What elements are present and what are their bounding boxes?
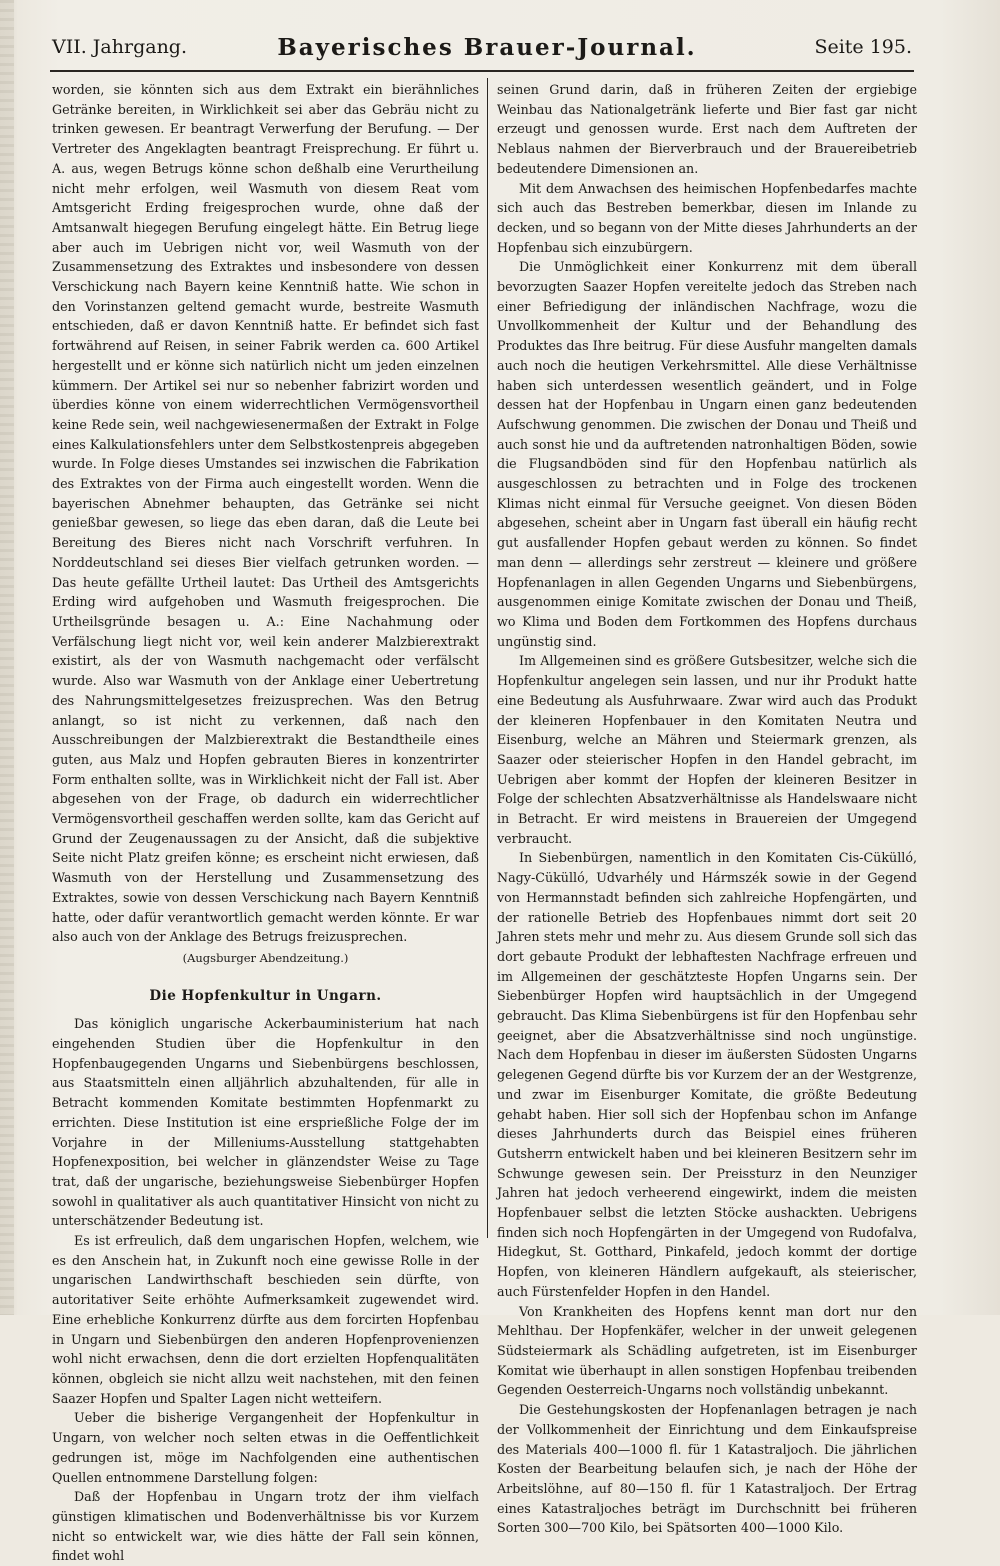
- binding-edge: [0, 0, 14, 1315]
- article-paragraph-1: Das königlich ungarische Ackerbauministerium hat nach eingehenden Studien über die Hopfenkultur in den Hopfenbaugegenden Ungarns und Siebenbürgens beschlossen, aus Staatsmitteln einen alljährlich abzuhaltenden, für alle in Betracht kommenden Komitate bestimmten Hopfenmarkt zu errichten. Diese Institution ist eine ersprießliche Folge der im Vorjahre in der Milleniums-Ausstellung stattgehabten Hopfenexposition, bei welcher in glänzendster Weise zu Tage trat, daß der ungarische, beziehungsweise Siebenbürger Hopfen sowohl in qualitativer als auch quantitativer Hinsicht von nicht zu unterschätzender Bedeutung ist.: [52, 1016, 479, 1229]
- column-divider: [487, 78, 488, 1238]
- right-paragraph-4: Im Allgemeinen sind es größere Gutsbesitzer, welche sich die Hopfenkultur angelegen sein lassen, und nur ihr Produkt hatte eine Bedeutung als Ausfuhrwaare. Zwar wird auch das Produkt der kleineren Hopfenbauer in den Komitaten Neutra und Eisenburg, welche an Mähren und Steiermark grenzen, als Saazer oder steierischer Hopfen in den Handel gebracht, im Uebrigen aber kommt der Hopfen der kleineren Besitzer in Folge der schlechten Absatzverhältnisse als Handelswaare nicht in Betracht. Er wird meistens in Brauereien der Umgegend verbraucht.: [497, 653, 917, 846]
- right-paragraph-7: Die Gestehungskosten der Hopfenanlagen betragen je nach der Vollkommenheit der Einrichtung und dem Einkaufspreise des Materials 400—1000 fl. für 1 Katastraljoch. Die jährlichen Kosten der Bearbeitung belaufen sich, je nach der Höhe der Arbeitslöhne, auf 80—150 fl. für 1 Katastraljoch. Der Ertrag eines Katastraljoches beträgt im Durchschnitt bei früheren Sorten 300—700 Kilo, bei Spätsorten 400—1000 Kilo.: [497, 1402, 917, 1536]
- left-column: [52, 80, 479, 1566]
- article-paragraph-2: Es ist erfreulich, daß dem ungarischen Hopfen, welchem, wie es den Anschein hat, in Zukunft noch eine gewisse Rolle in der ungarischen Landwirthschaft beschieden sein dürfte, von autoritativer Seite erhöhte Aufmerksamkeit zugewendet wird. Eine erhebliche Konkurrenz dürfte aus dem forcirten Hopfenbau in Ungarn und Siebenbürgen den anderen Hopfenprovenienzen wohl nicht erwachsen, denn die dort erzielten Hopfenqualitäten können, obgleich sie nicht allzu weit nachstehen, mit den feinen Saazer Hopfen und Spalter Lagen nicht wetteifern.: [52, 1233, 479, 1406]
- header-rule: [50, 70, 914, 72]
- right-paragraph-1: seinen Grund darin, daß in früheren Zeiten der ergiebige Weinbau das Nationalgetränk lieferte und Bier fast gar nicht erzeugt und genossen wurde. Erst nach dem Auftreten der Neblaus nahmen der Bierverbrauch und der Brauereibetrieb bedeutendere Dimensionen an.: [497, 82, 917, 176]
- page-header: [52, 30, 912, 70]
- right-paragraph-2: Mit dem Anwachsen des heimischen Hopfenbedarfes machte sich auch das Bestreben bemerkbar, diesen im Inlande zu decken, und so begann von der Mitte dieses Jahrhunderts an der Hopfenbau sich einzubürgern.: [497, 180, 917, 255]
- article-paragraph-3: Ueber die bisherige Vergangenheit der Hopfenkultur in Ungarn, von welcher noch selten etwas in die Oeffentlichkeit gedrungen ist, möge im Nachfolgenden eine authentischen Quellen entnommene Darstellung folgen:: [52, 1410, 479, 1485]
- right-column: [497, 80, 917, 1538]
- article-source: (Augsburger Abendzeitung.): [182, 950, 349, 965]
- journal-title: Bayerisches Brauer-Journal.: [277, 34, 697, 61]
- right-paragraph-5: In Siebenbürgen, namentlich in den Komitaten Cis-Cükülló, Nagy-Cükülló, Udvarhély und Hármszék sowie in der Gegend von Hermannstadt befinden sich zahlreiche Hopfengärten, und der rationelle Betrieb des Hopfenbaues nimmt dort seit 20 Jahren stets mehr und mehr zu. Aus diesem Grunde soll sich das dort gebaute Produkt der lebhaftesten Nachfrage erfreuen und im Allgemeinen der geschätzteste Hopfen Ungarns sein. Der Siebenbürger Hopfen wird hauptsächlich in der Umgegend gebraucht. Das Klima Siebenbürgens ist für den Hopfenbau sehr geeignet, aber die Absatzverhältnisse sind noch ungünstige. Nach dem Hopfenbau in dieser im äußersten Südosten Ungarns gelegenen Gegend dürfte bis vor Kurzem der an der Westgrenze, und zwar im Eisenburger Komitate, die größte Bedeutung gehabt haben. Hier soll sich der Hopfenbau schon im Anfange dieses Jahrhunderts durch das Beispiel eines früheren Gutsherrn entwickelt haben und bei kleineren Besitzern sehr im Schwunge gewesen sein. Der Preissturz in den Neunziger Jahren hat jedoch verheerend eingewirkt, indem die meisten Hopfenbauer selbst die letzten Stöcke aushackten. Uebrigens finden sich noch Hopfengärten in der Umgegend von Rudofalva, Hidegkut, St. Gotthard, Pinkafeld, jedoch kommt der dortige Hopfen, von kleineren Händlern aufgekauft, als steierischer, auch Fürstenfelder Hopfen in den Handel.: [497, 850, 917, 1299]
- page-number: Seite 195.: [814, 36, 912, 58]
- article-paragraph-4: Daß der Hopfenbau in Ungarn trotz der ihm vielfach günstigen klimatischen und Bodenverhältnisse bis vor Kurzem nicht so entwickelt war, wie dies hätte der Fall sein können, findet wohl: [52, 1489, 479, 1564]
- article-title: Die Hopfenkultur in Ungarn.: [149, 987, 382, 1004]
- continued-article-text: worden, sie könnten sich aus dem Extrakt ein bierähnliches Getränke bereiten, in Wirklichkeit sei aber das Gebräu nicht zu trinken gewesen. Er beantragt Verwerfung der Berufung. — Der Vertreter des Angeklagten beantragt Freisprechung. Er führt u. A. aus, wegen Betrugs könne schon deßhalb eine Verurtheilung nicht mehr erfolgen, weil Wasmuth von diesem Reat vom Amtsgericht Erding freigesprochen wurde, ohne daß der Amtsanwalt hiegegen Berufung eingelegt hätte. Ein Betrug liege aber auch im Uebrigen nicht vor, weil Wasmuth von der Zusammensetzung des Extraktes und insbesondere von dessen Verschickung nach Bayern keine Kenntniß hatte. Wie schon in den Vorinstanzen geltend gemacht wurde, bestreite Wasmuth entschieden, daß er davon Kenntniß hatte. Er befindet sich fast fortwährend auf Reisen, in seiner Fabrik werden ca. 600 Artikel hergestellt und er könne sich natürlich nicht um jeden einzelnen kümmern. Der Artikel sei nur so nebenher fabrizirt worden und überdies könne von einem widerrechtlichen Vermögensvortheil keine Rede sein, weil nachgewiesenermaßen der Extrakt in Folge eines Kalkulationsfehlers unter dem Selbstkostenpreis abgegeben wurde. In Folge dieses Umstandes sei inzwischen die Fabrikation des Extraktes von der Firma auch eingestellt worden. Wenn die bayerischen Abnehmer behaupten, das Getränke sei nicht genießbar gewesen, so liege das eben daran, daß die Leute bei Bereitung des Bieres nicht nach Vorschrift verfuhren. In Norddeutschland sei dieses Bier vielfach getrunken worden. — Das heute gefällte Urtheil lautet: Das Urtheil des Amtsgerichts Erding wird aufgehoben und Wasmuth freigesprochen. Die Urtheilsgründe besagen u. A.: Eine Nachahmung oder Verfälschung liegt nicht vor, weil kein anderer Malzbierextrakt existirt, als der von Wasmuth nachgemacht oder verfälscht wurde. Also war Wasmuth von der Anklage einer Uebertretung des Nahrungsmittelgesetzes freizusprechen. Was den Betrug anlangt, so ist nicht zu verkennen, daß nach den Ausschreibungen der Malzbierextrakt die Bestandtheile eines guten, aus Malz und Hopfen gebrauten Bieres in konzentrirter Form enthalten sollte, was in Wirklichkeit nicht der Fall ist. Aber abgesehen von der Frage, ob dadurch ein widerrechtlicher Vermögensvortheil geschaffen werden sollte, kam das Gericht auf Grund der Zeugenaussagen zu der Ansicht, daß die subjektive Seite nicht Platz greifen könne; es erscheint nicht erwiesen, daß Wasmuth von der Herstellung und Zusammensetzung des Extraktes, sowie von dessen Verschickung nach Bayern Kenntniß hatte, oder dafür verantwortlich gemacht werden könnte. Er war also auch von der Anklage des Betrugs freizusprechen.: [52, 82, 479, 945]
- right-paragraph-6: Von Krankheiten des Hopfens kennt man dort nur den Mehlthau. Der Hopfenkäfer, welcher in der unweit gelegenen Südsteiermark als Schädling aufgetreten, ist im Eisenburger Komitat wie überhaupt in allen sonstigen Hopfenbau treibenden Gegenden Oesterreich-Ungarns noch vollständig unbekannt.: [497, 1303, 917, 1398]
- volume-label: VII. Jahrgang.: [52, 36, 188, 58]
- right-paragraph-3: Die Unmöglichkeit einer Konkurrenz mit dem überall bevorzugten Saazer Hopfen vereitelte jedoch das Streben nach einer Befriedigung der inländischen Nachfrage, wozu die Unvollkommenheit der Kultur und der Behandlung des Produktes das Ihre beitrug. Für diese Ausfuhr mangelten damals auch noch die heutigen Verkehrsmittel. Alle diese Verhältnisse haben sich unterdessen wesentlich geändert, und in Folge dessen hat der Hopfenbau in Ungarn einen ganz bedeutenden Aufschwung genommen. Die zwischen der Donau und Theiß und auch sonst hie und da auftretenden natronhaltigen Böden, sowie die Flugsandböden sind für den Hopfenbau natürlich als ausgeschlossen zu betrachten und in Folge des trockenen Klimas nicht einmal für Versuche geeignet. Von diesen Böden abgesehen, scheint aber in Ungarn fast überall ein häufig recht gut ausfallender Hopfen gebaut werden zu können. So findet man denn — allerdings sehr zerstreut — kleinere und größere Hopfenanlagen in allen Gegenden Ungarns und Siebenbürgens, ausgenommen einige Komitate zwischen der Donau und Theiß, wo Klima und Boden dem Fortkommen des Hopfens durchaus ungünstig sind.: [497, 259, 917, 649]
